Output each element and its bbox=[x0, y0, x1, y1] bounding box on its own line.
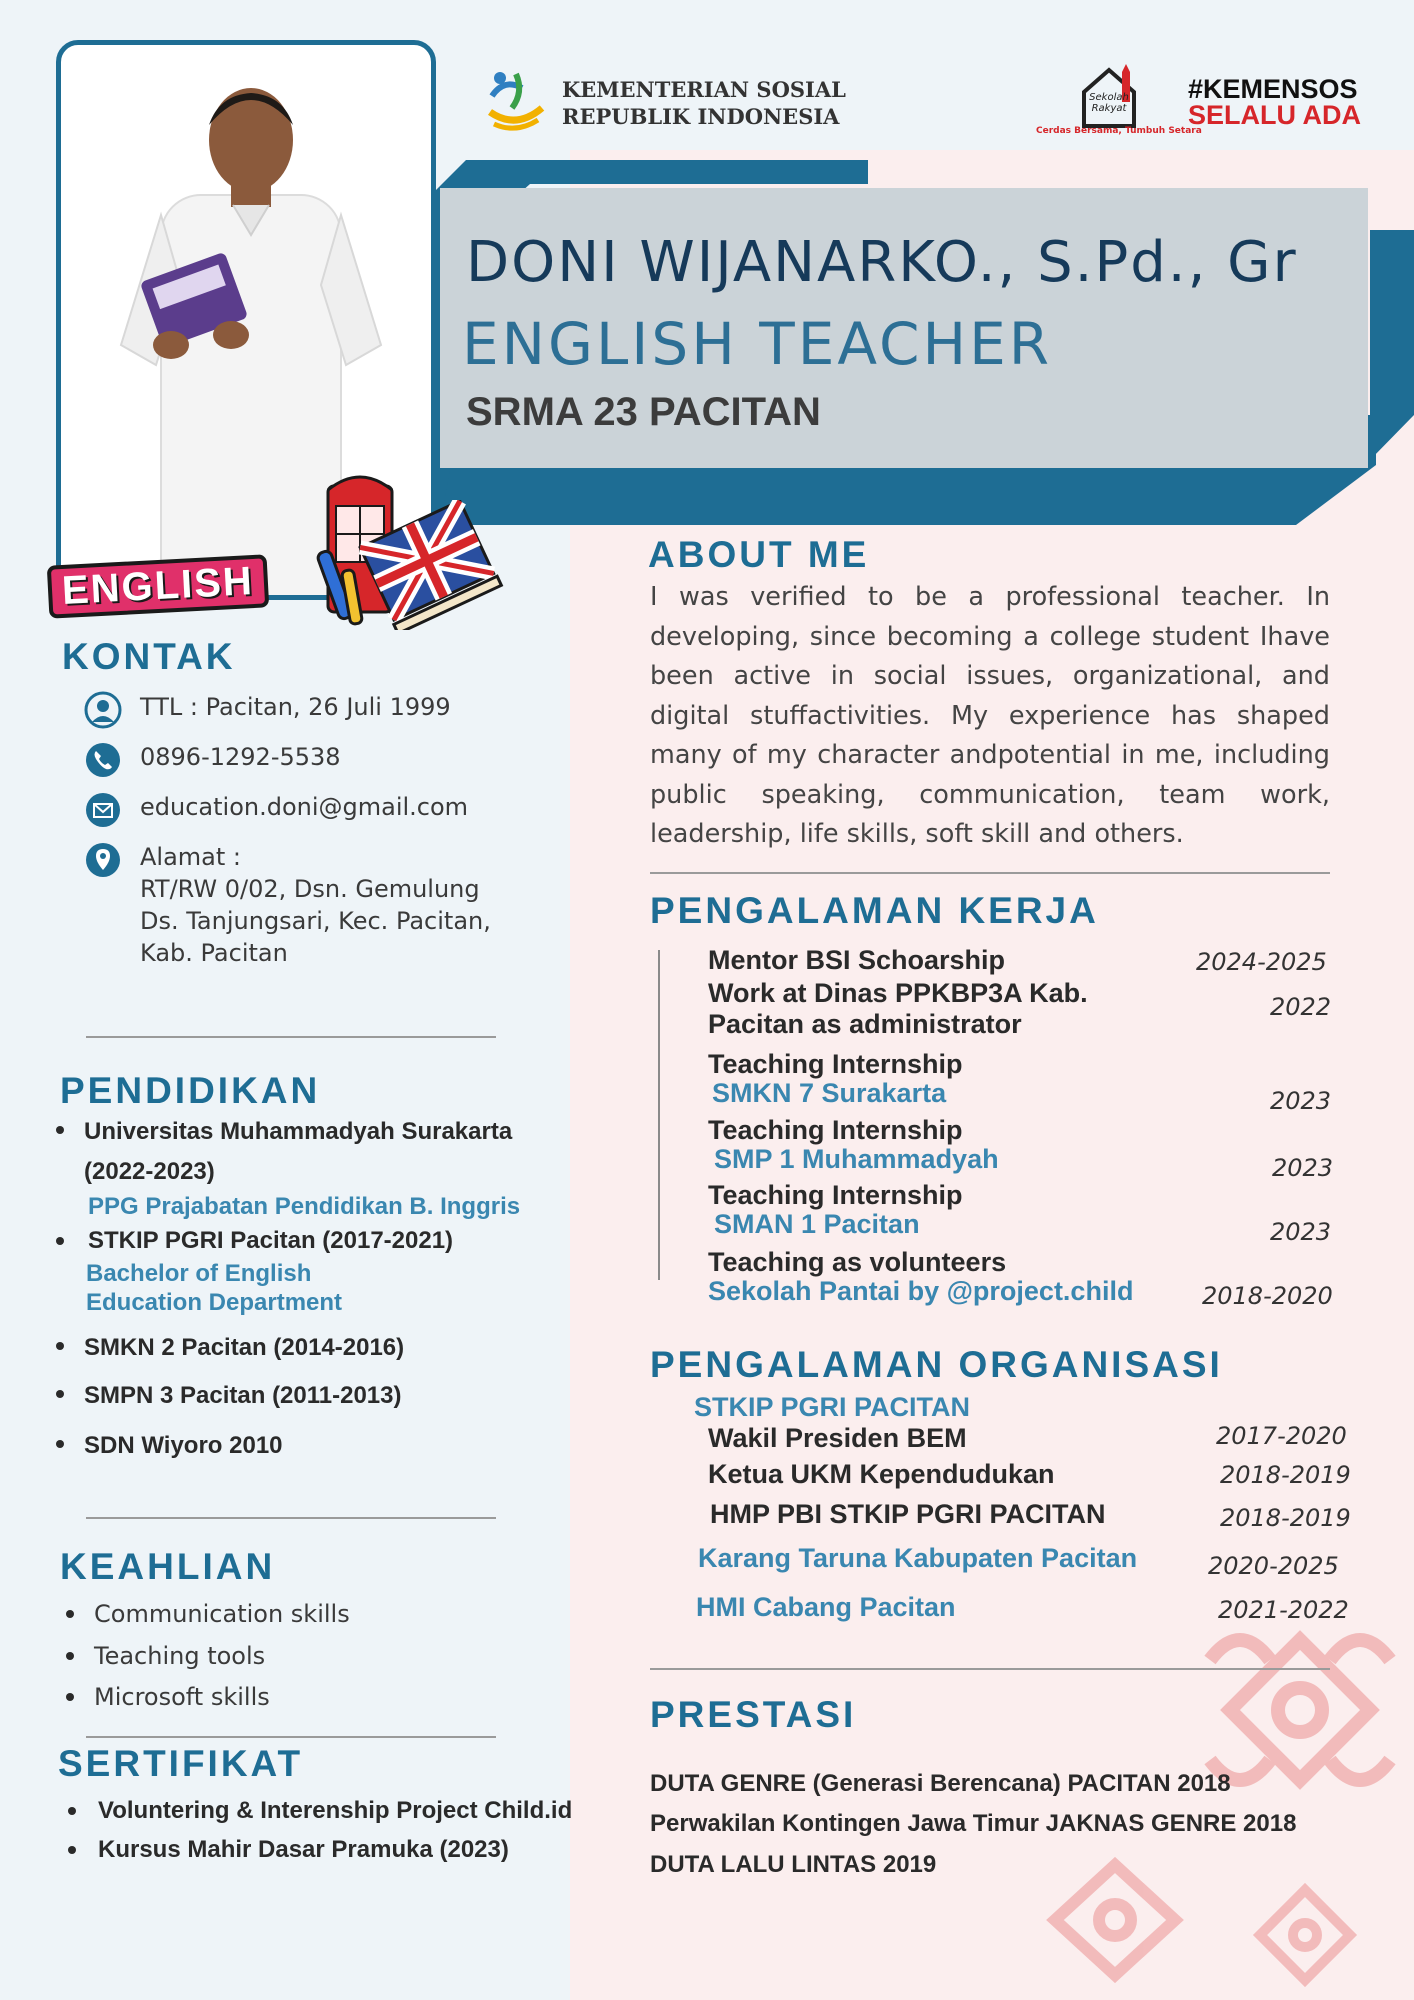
address-line: Kab. Pacitan bbox=[140, 939, 288, 967]
work-year: 2018-2020 bbox=[1202, 1282, 1333, 1310]
certificate-item bbox=[68, 1797, 572, 1825]
work-place: SMKN 7 Surakarta bbox=[712, 1078, 947, 1108]
section-heading-skills: KEAHLIAN bbox=[60, 1546, 276, 1587]
section-heading-contact: KONTAK bbox=[62, 636, 236, 677]
about-text: I was verified to be a professional teacher. In developing, since becoming a college student Ihave been active in social issues, organizational, and digital stuffactivities. My experience has shaped many of my character andpotential in me, including public speaking, communication, team work, leadership, life skills, soft skill and others. bbox=[650, 582, 1330, 849]
email-icon bbox=[84, 791, 122, 829]
contact-phone bbox=[84, 741, 341, 779]
phone-icon bbox=[84, 741, 122, 779]
skill-label: Teaching tools bbox=[94, 1642, 266, 1670]
certificate-label: Kursus Mahir Dasar Pramuka (2023) bbox=[98, 1836, 509, 1863]
bullet bbox=[56, 1126, 64, 1134]
skill-item bbox=[66, 1683, 270, 1711]
bullet bbox=[56, 1390, 64, 1398]
email-text[interactable]: education.doni@gmail.com bbox=[140, 793, 469, 821]
contact-birth bbox=[84, 691, 451, 729]
person-name: DONI WIJANARKO., S.Pd., Gr bbox=[466, 230, 1298, 295]
education-program: PPG Prajabatan Pendidikan B. Inggris bbox=[88, 1193, 521, 1220]
organization-year: 2017-2020 bbox=[1216, 1422, 1347, 1450]
sekolah-rakyat-label: Sekolah Rakyat bbox=[1089, 92, 1129, 114]
education-item bbox=[56, 1223, 576, 1317]
education-item bbox=[56, 1112, 576, 1221]
bullet bbox=[66, 1652, 74, 1660]
sekolah-rakyat-tagline: Cerdas Bersama, Tumbuh Setara bbox=[1036, 126, 1202, 136]
person-icon bbox=[84, 691, 122, 729]
work-year: 2023 bbox=[1270, 1218, 1332, 1246]
job-title: ENGLISH TEACHER bbox=[462, 310, 1053, 378]
skill-label: Microsoft skills bbox=[94, 1683, 270, 1711]
education-program: Education Department bbox=[86, 1289, 343, 1316]
bullet bbox=[56, 1440, 64, 1448]
divider bbox=[86, 1517, 496, 1519]
hashtag-selalu-ada: SELALU ADA bbox=[1188, 100, 1361, 130]
organization-group: STKIP PGRI PACITAN bbox=[694, 1392, 971, 1422]
education-item bbox=[56, 1376, 576, 1416]
section-heading-achievements: PRESTASI bbox=[650, 1694, 857, 1735]
contact-email bbox=[84, 791, 468, 829]
birth-text: TTL : Pacitan, 26 Juli 1999 bbox=[140, 693, 451, 721]
skill-item bbox=[66, 1600, 350, 1628]
skill-label: Communication skills bbox=[94, 1600, 350, 1628]
education-school: STKIP PGRI Pacitan (2017-2021) bbox=[88, 1227, 454, 1254]
organization-title: Karang Taruna Kabupaten Pacitan bbox=[698, 1543, 1138, 1573]
timeline-line bbox=[658, 950, 660, 1280]
work-title: Teaching Internship bbox=[708, 1115, 963, 1145]
school-name: SRMA 23 PACITAN bbox=[466, 390, 821, 434]
divider bbox=[650, 1668, 1330, 1670]
education-item bbox=[56, 1328, 576, 1368]
work-year: 2022 bbox=[1270, 993, 1332, 1021]
hashtag-kemensos: #KEMENSOS bbox=[1188, 74, 1358, 104]
work-place: Sekolah Pantai by @project.child bbox=[708, 1276, 1134, 1306]
contact-address bbox=[84, 841, 491, 969]
organization-year: 2020-2025 bbox=[1208, 1552, 1339, 1580]
work-title: Mentor BSI Schoarship bbox=[708, 945, 1006, 975]
location-pin-icon bbox=[84, 841, 122, 879]
bullet bbox=[66, 1610, 74, 1618]
section-heading-education: PENDIDIKAN bbox=[60, 1070, 321, 1111]
ministry-name-line2: REPUBLIK INDONESIA bbox=[562, 104, 840, 129]
bullet bbox=[56, 1342, 64, 1350]
kemensos-logo-icon bbox=[486, 66, 546, 132]
work-year: 2023 bbox=[1272, 1154, 1334, 1182]
bullet bbox=[68, 1846, 76, 1854]
work-title: Work at Dinas PPKBP3A Kab. bbox=[708, 978, 1088, 1008]
ministry-name-line1: KEMENTERIAN SOSIAL bbox=[562, 77, 846, 102]
education-school: SMKN 2 Pacitan (2014-2016) bbox=[84, 1334, 405, 1361]
work-title: Teaching as volunteers bbox=[708, 1247, 1007, 1277]
section-heading-about: ABOUT ME bbox=[648, 534, 870, 575]
pen-icon bbox=[308, 540, 378, 630]
divider bbox=[86, 1036, 496, 1038]
work-place: SMAN 1 Pacitan bbox=[714, 1209, 920, 1239]
work-title: Teaching Internship bbox=[708, 1049, 963, 1079]
batik-motif-icon bbox=[1030, 1840, 1200, 2000]
work-title: Pacitan as administrator bbox=[708, 1009, 1022, 1039]
education-school: SMPN 3 Pacitan (2011-2013) bbox=[84, 1382, 402, 1409]
achievement-item: DUTA LALU LINTAS 2019 bbox=[650, 1851, 937, 1878]
divider bbox=[86, 1736, 496, 1738]
organization-year: 2021-2022 bbox=[1218, 1596, 1349, 1624]
bullet bbox=[68, 1807, 76, 1815]
achievement-item: DUTA GENRE (Generasi Berencana) PACITAN 2018 bbox=[650, 1770, 1231, 1797]
organization-title: Ketua UKM Kependudukan bbox=[708, 1459, 1055, 1489]
work-place: SMP 1 Muhammadyah bbox=[714, 1144, 999, 1174]
work-year: 2024-2025 bbox=[1196, 948, 1327, 976]
organization-title: Wakil Presiden BEM bbox=[708, 1423, 967, 1453]
batik-motif-icon bbox=[1245, 1870, 1365, 2000]
bullet bbox=[56, 1237, 64, 1245]
organization-year: 2018-2019 bbox=[1220, 1461, 1351, 1489]
english-sticker-text: ENGLISH bbox=[47, 554, 269, 618]
organization-year: 2018-2019 bbox=[1220, 1504, 1351, 1532]
address-label: Alamat : bbox=[140, 843, 242, 871]
organization-title: HMP PBI STKIP PGRI PACITAN bbox=[710, 1499, 1106, 1529]
phone-text[interactable]: 0896-1292-5538 bbox=[140, 743, 341, 771]
address-block bbox=[140, 841, 491, 969]
bullet bbox=[66, 1693, 74, 1701]
work-title: Teaching Internship bbox=[708, 1180, 963, 1210]
certificate-label: Voluntering & Interenship Project Child.id bbox=[98, 1797, 573, 1824]
skill-item bbox=[66, 1642, 265, 1670]
section-heading-work: PENGALAMAN KERJA bbox=[650, 890, 1099, 931]
education-years: (2022-2023) bbox=[84, 1158, 215, 1185]
achievement-item: Perwakilan Kontingen Jawa Timur JAKNAS GENRE 2018 bbox=[650, 1810, 1297, 1837]
address-line: RT/RW 0/02, Dsn. Gemulung bbox=[140, 875, 480, 903]
divider bbox=[650, 872, 1330, 874]
education-item bbox=[56, 1426, 576, 1466]
education-program: Bachelor of English bbox=[86, 1260, 312, 1287]
address-line: Ds. Tanjungsari, Kec. Pacitan, bbox=[140, 907, 491, 935]
education-school: Universitas Muhammadyah Surakarta bbox=[84, 1118, 513, 1145]
section-heading-certificates: SERTIFIKAT bbox=[58, 1743, 304, 1784]
work-year: 2023 bbox=[1270, 1087, 1332, 1115]
organization-title: HMI Cabang Pacitan bbox=[696, 1592, 956, 1622]
certificate-item bbox=[68, 1836, 509, 1864]
section-heading-organization: PENGALAMAN ORGANISASI bbox=[650, 1344, 1223, 1385]
education-school: SDN Wiyoro 2010 bbox=[84, 1432, 283, 1459]
